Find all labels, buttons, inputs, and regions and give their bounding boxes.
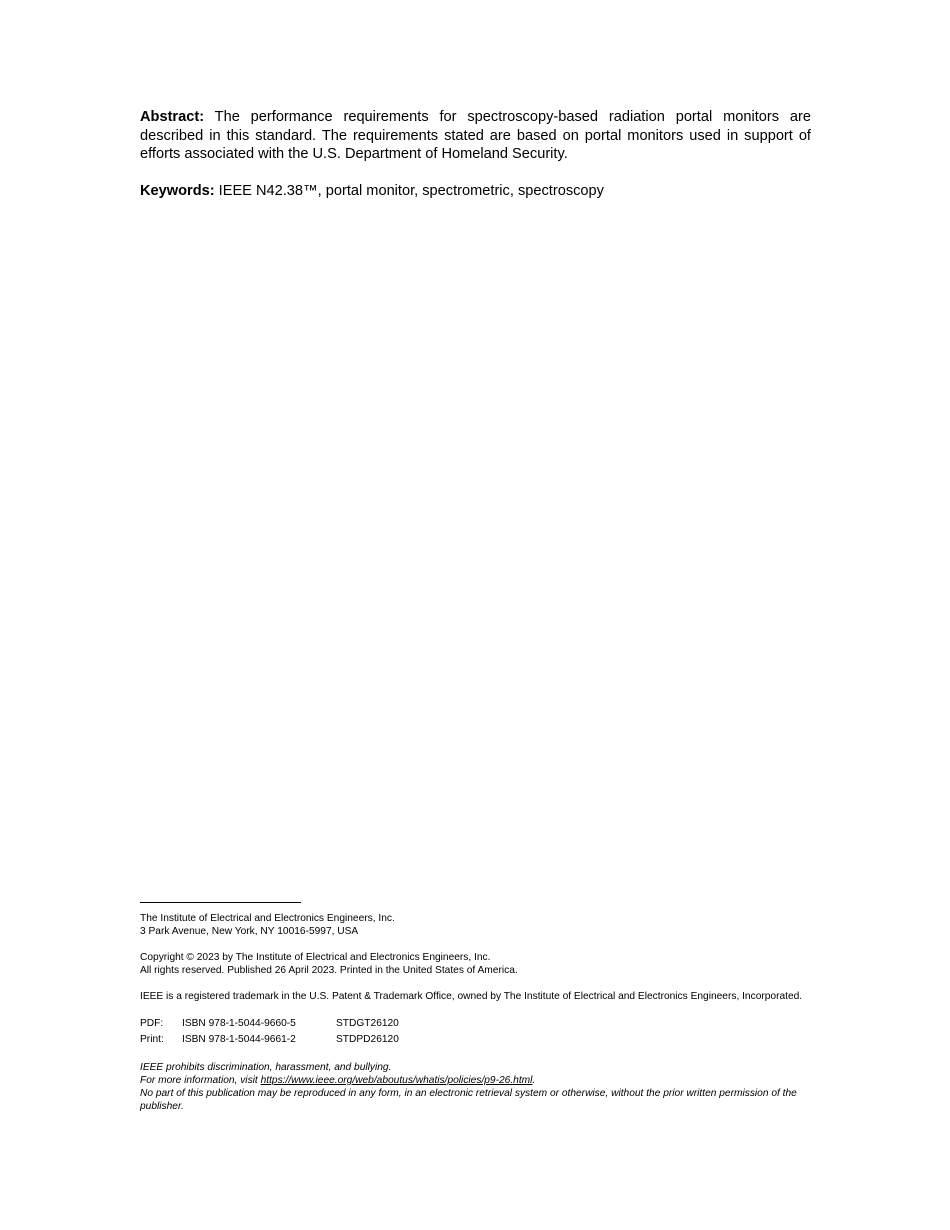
institute-name: The Institute of Electrical and Electronics Engineers, Inc. xyxy=(140,913,395,924)
institute-address: 3 Park Avenue, New York, NY 10016-5997, USA xyxy=(140,926,359,937)
reproduction-notice: No part of this publication may be reproduced in any form, in an electronic retrieval system or otherwise, without the prior written permission of the publisher. xyxy=(140,1088,797,1112)
info-line xyxy=(140,1074,811,1087)
abstract-paragraph xyxy=(140,108,811,164)
isbn-format: Print: xyxy=(140,1034,164,1045)
isbn-format: PDF: xyxy=(140,1018,164,1029)
isbn-row-pdf xyxy=(140,1016,811,1032)
info-prefix: For more information, visit xyxy=(140,1075,261,1086)
copyright-line-2: All rights reserved. Published 26 April 2023. Printed in the United States of America. xyxy=(140,965,518,976)
keywords-paragraph xyxy=(140,182,811,201)
isbn-code: STDPD26120 xyxy=(336,1034,399,1045)
keywords-text: IEEE N42.38™, portal monitor, spectrometric, spectroscopy xyxy=(214,183,604,199)
policy-link[interactable]: https://www.ieee.org/web/aboutus/whatis/policies/p9-26.html xyxy=(260,1075,533,1086)
copyright-line-1: Copyright © 2023 by The Institute of Electrical and Electronics Engineers, Inc. xyxy=(140,952,491,963)
info-suffix: . xyxy=(532,1075,536,1086)
footer-divider xyxy=(140,902,301,903)
publication-footer xyxy=(140,902,811,1113)
isbn-row-print xyxy=(140,1032,811,1048)
abstract-text: The performance requirements for spectroscopy-based radiation portal monitors are described in this standard. The requirements stated are based on portal monitors used in support of efforts associated with the U.S. Department of Homeland Security. xyxy=(140,109,811,162)
abstract-label: Abstract: xyxy=(140,109,205,125)
isbn-code: STDGT26120 xyxy=(336,1018,399,1029)
isbn-number: ISBN 978-1-5044-9661-2 xyxy=(182,1034,296,1045)
isbn-number: ISBN 978-1-5044-9660-5 xyxy=(182,1018,296,1029)
policy-line: IEEE prohibits discrimination, harassment, and bullying. xyxy=(140,1062,392,1073)
trademark-notice: IEEE is a registered trademark in the U.S. Patent & Trademark Office, owned by The Institute of Electrical and Electronics Engineers, Incorporated. xyxy=(140,991,803,1002)
isbn-table xyxy=(140,1016,811,1048)
keywords-label: Keywords: xyxy=(140,183,215,199)
policy-notice xyxy=(140,1061,811,1113)
